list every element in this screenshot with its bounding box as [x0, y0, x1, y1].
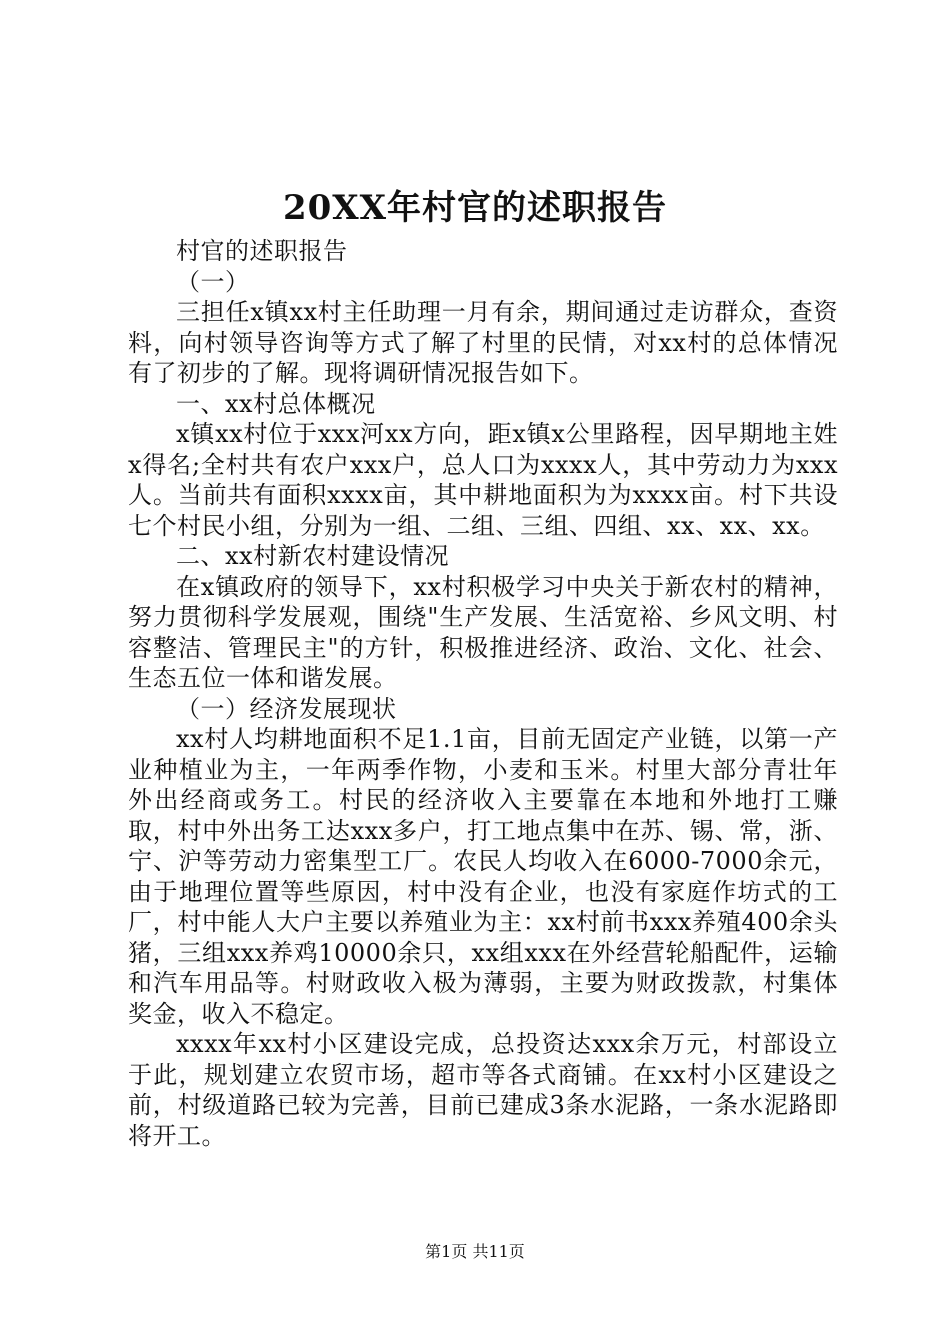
paragraph-community: xxxx年xx村小区建设完成，总投资达xxx余万元，村部设立于此，规划建立农贸市场，超市等各式商铺。在xx村小区建设之前，村级道路已较为完善，目前已建成3条水泥路，一条水泥路即将开工。 — [128, 1030, 838, 1150]
document-body — [128, 236, 838, 1151]
heading-new-rural: 二、xx村新农村建设情况 — [176, 542, 450, 570]
paragraph-overview: x镇xx村位于xxx河xx方向，距x镇x公里路程，因早期地主姓x得名;全村共有农户xxx户，总人口为xxxx人，其中劳动力为xxx人。当前共有面积xxxx亩，其中耕地面积为为xxxx亩。村下共设七个村民小组，分别为一组、二组、三组、四组、xx、xx、xx。 — [128, 420, 838, 540]
paragraph-subtitle: 村官的述职报告 — [176, 237, 348, 265]
paragraph-intro: 三担任x镇xx村主任助理一月有余，期间通过走访群众，查资料，向村领导咨询等方式了解了村里的民情，对xx村的总体情况有了初步的了解。现将调研情况报告如下。 — [128, 298, 838, 387]
heading-overview: 一、xx村总体概况 — [176, 389, 376, 418]
paragraph-economy: xx村人均耕地面积不足1.1亩，目前无固定产业链，以第一产业种植业为主，一年两季作物，小麦和玉米。村里大部分青壮年外出经商或务工。村民的经济收入主要靠在本地和外地打工赚取，村中外出务工达xxx多户，打工地点集中在苏、锡、常，浙、宁、沪等劳动力密集型工厂。农民人均收入在6000-7000余元，由于地理位置等些原因，村中没有企业，也没有家庭作坊式的工厂，村中能人大户主要以养殖业为主：xx村前书xxx养殖400余头猪，三组xxx养鸡10000余只，xx组xxx在外经营轮船配件，运输和汽车用品等。村财政收入极为薄弱，主要为财政拨款，村集体奖金，收入不稳定。 — [128, 725, 838, 1028]
document-title: 20XX年村官的述职报告 — [282, 188, 668, 228]
page-footer: 第1页 共11页 — [425, 1242, 525, 1261]
paragraph-part-one: （一） — [176, 267, 250, 296]
heading-economy: （一）经济发展现状 — [176, 694, 397, 723]
paragraph-new-rural: 在x镇政府的领导下，xx村积极学习中央关于新农村的精神，努力贯彻科学发展观，围绕"生产发展、生活宽裕、乡风文明、村容整洁、管理民主"的方针，积极推进经济、政治、文化、社会、生态五位一体和谐发展。 — [128, 572, 838, 692]
